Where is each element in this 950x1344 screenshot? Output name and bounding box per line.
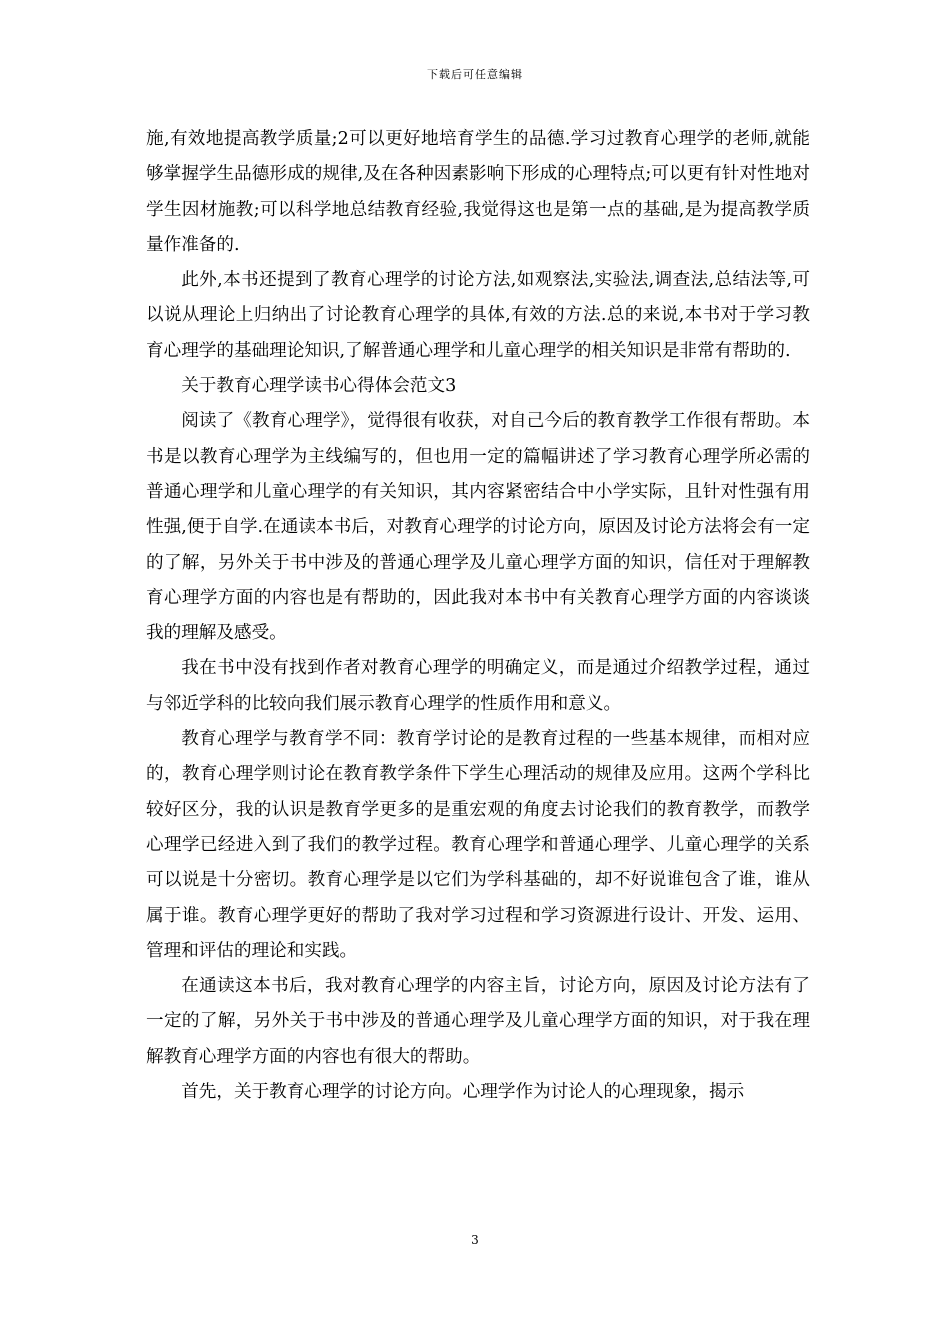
- paragraph-5: 教育心理学与教育学不同：教育学讨论的是教育过程的一些基本规律，而相对应的，教育心理学则讨论在教育教学条件下学生心理活动的规律及应用。这两个学科比较好区分，我的认识是教育学更多的是重宏观的角度去讨论我们的教育教学，而教学心理学已经进入到了我们的教学过程。教育心理学和普通心理学、儿童心理学的关系可以说是十分密切。教育心理学是以它们为学科基础的，却不好说谁包含了谁，谁从属于谁。教育心理学更好的帮助了我对学习过程和学习资源进行设计、开发、运用、管理和评估的理论和实践。: [146, 729, 810, 961]
- paragraph-3: 阅读了《教育心理学》，觉得很有收获，对自己今后的教育教学工作很有帮助。本书是以教育心理学为主线编写的，但也用一定的篇幅讲述了学习教育心理学所必需的普通心理学和儿童心理学的有关知识，其内容紧密结合中小学实际，且针对性强有用性强,便于自学.在通读本书后，对教育心理学的讨论方向，原因及讨论方法将会有一定的了解，另外关于书中涉及的普通心理学及儿童心理学方面的知识，信任对于理解教育心理学方面的内容也是有帮助的，因此我对本书中有关教育心理学方面的内容谈谈我的理解及感受。: [146, 411, 810, 644]
- section-heading: 关于教育心理学读书心得体会范文3: [181, 376, 457, 397]
- paragraph-6: 在通读这本书后，我对教育心理学的内容主旨，讨论方向，原因及讨论方法有了一定的了解，另外关于书中涉及的普通心理学及儿童心理学方面的知识，对于我在理解教育心理学方面的内容也有很大的帮助。: [146, 976, 810, 1067]
- paragraph-2: 此外,本书还提到了教育心理学的讨论方法,如观察法,实验法,调查法,总结法等,可以说从理论上归纳出了讨论教育心理学的具体,有效的方法.总的来说,本书对于学习教育心理学的基础理论知识,了解普通心理学和儿童心理学的相关知识是非常有帮助的.: [146, 270, 810, 361]
- paragraph-1: 施,有效地提高教学质量;2可以更好地培育学生的品德.学习过教育心理学的老师,就能够掌握学生品德形成的规律,及在各种因素影响下形成的心理特点;可以更有针对性地对学生因材施教;可以科学地总结教育经验,我觉得这也是第一点的基础,是为提高教学质量作准备的.: [146, 129, 810, 255]
- paragraph-4: 我在书中没有找到作者对教育心理学的明确定义，而是通过介绍教学过程，通过与邻近学科的比较向我们展示教育心理学的性质作用和意义。: [146, 658, 810, 714]
- paragraph-7: 首先，关于教育心理学的讨论方向。心理学作为讨论人的心理现象，揭示: [181, 1082, 745, 1103]
- page-header: 下载后可任意编辑: [427, 68, 523, 81]
- page-number: 3: [471, 1233, 479, 1247]
- document-body: [146, 122, 810, 1110]
